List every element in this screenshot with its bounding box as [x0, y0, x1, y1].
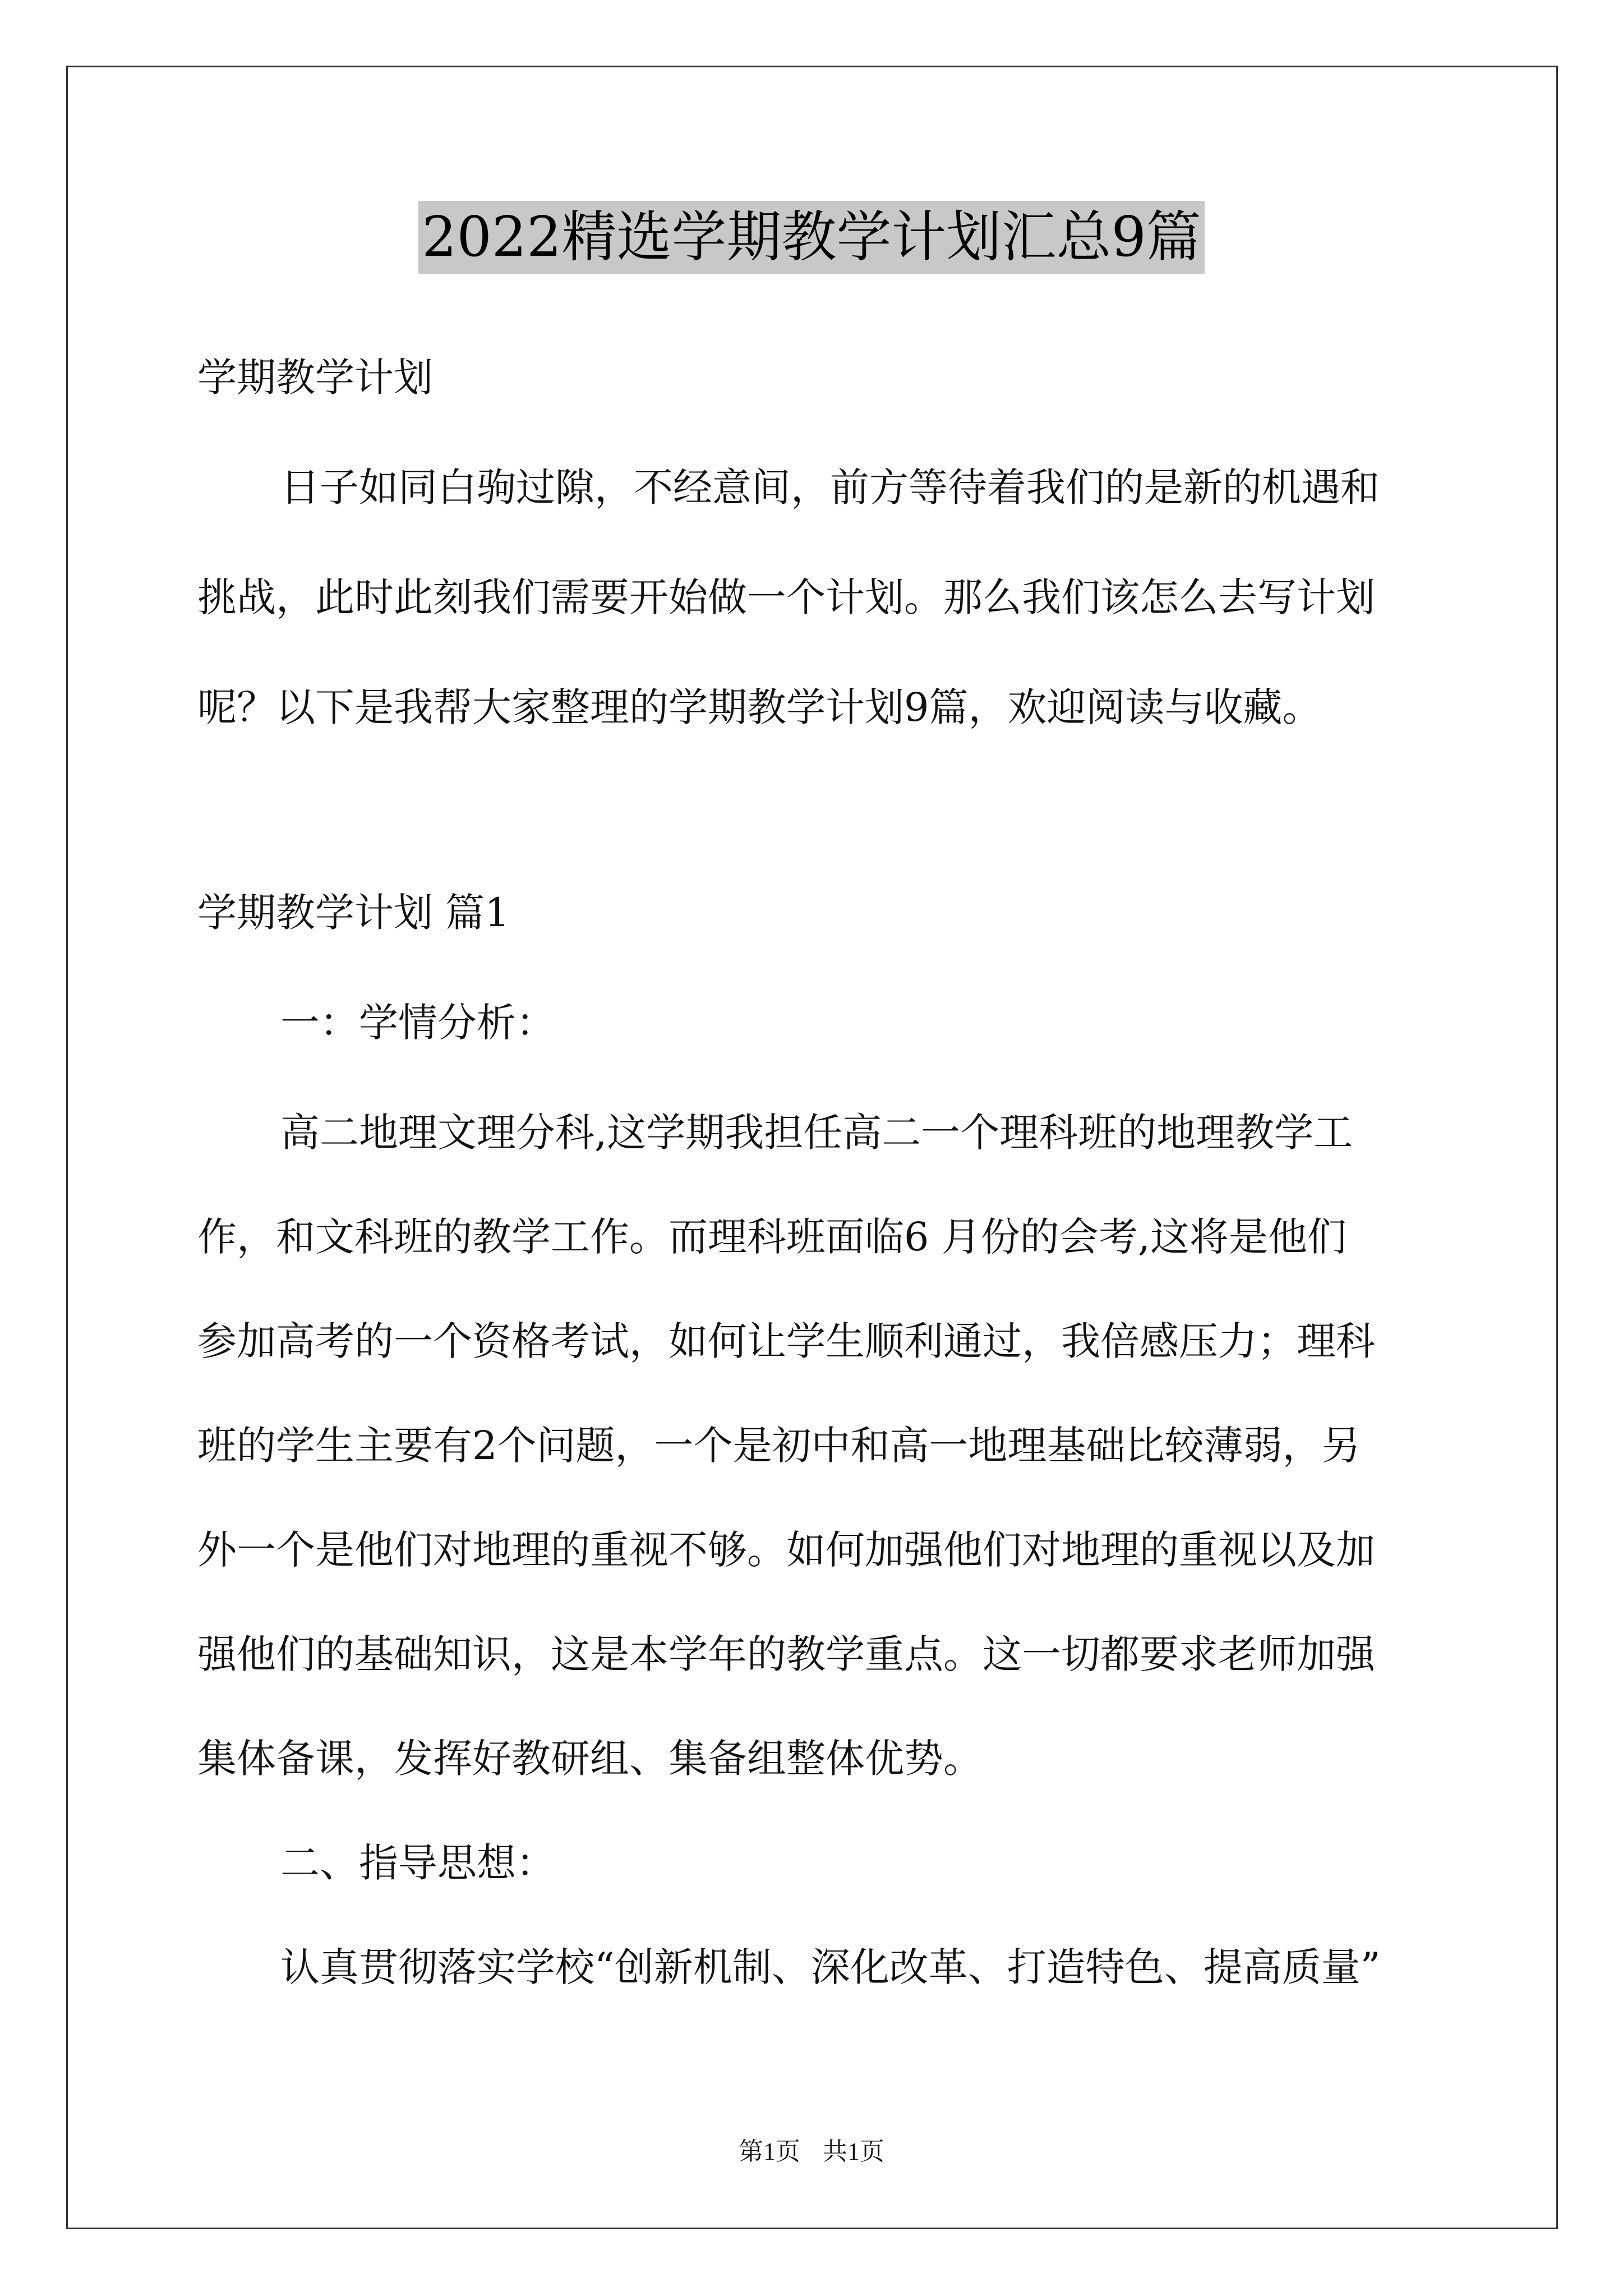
- section-heading: 学期教学计划 篇1: [197, 890, 510, 936]
- page-total: 共1页: [823, 2138, 884, 2165]
- paragraph-line: 班的学生主要有2个问题，一个是初中和高一地理基础比较薄弱，另: [197, 1423, 1361, 1469]
- section-heading: 学期教学计划: [197, 355, 433, 401]
- paragraph-line: 挑战，此时此刻我们需要开始做一个计划。那么我们该怎么去写计划: [197, 574, 1375, 620]
- paragraph-line: 呢？以下是我帮大家整理的学期教学计划9篇，欢迎阅读与收藏。: [197, 684, 1322, 730]
- subsection-heading: 二、指导思想：: [280, 1840, 555, 1886]
- paragraph-line: 认真贯彻落实学校“创新机制、深化改革、打造特色、提高质量”: [280, 1944, 1381, 1990]
- subsection-heading: 一：学情分析：: [280, 1000, 555, 1046]
- paragraph-line: 作，和文科班的教学工作。而理科班面临6 月份的会考,这将是他们: [197, 1214, 1347, 1260]
- page-number: 第1页: [739, 2138, 800, 2165]
- page-footer: [0, 2135, 1623, 2169]
- paragraph-line: 外一个是他们对地理的重视不够。如何加强他们对地理的重视以及加: [197, 1527, 1375, 1573]
- paragraph-line: 强他们的基础知识，这是本学年的教学重点。这一切都要求老师加强: [197, 1631, 1375, 1677]
- paragraph-line: 参加高考的一个资格考试，如何让学生顺利通过，我倍感压力；理科: [197, 1318, 1375, 1364]
- paragraph-line: 日子如同白驹过隙，不经意间，前方等待着我们的是新的机遇和: [280, 464, 1380, 510]
- paragraph-line: 集体备课，发挥好教研组、集备组整体优势。: [197, 1736, 983, 1782]
- paragraph-line: 高二地理文理分科,这学期我担任高二一个理科班的地理教学工: [280, 1110, 1353, 1156]
- document-title: 2022精选学期教学计划汇总9篇: [418, 201, 1205, 274]
- title-container: [0, 201, 1623, 274]
